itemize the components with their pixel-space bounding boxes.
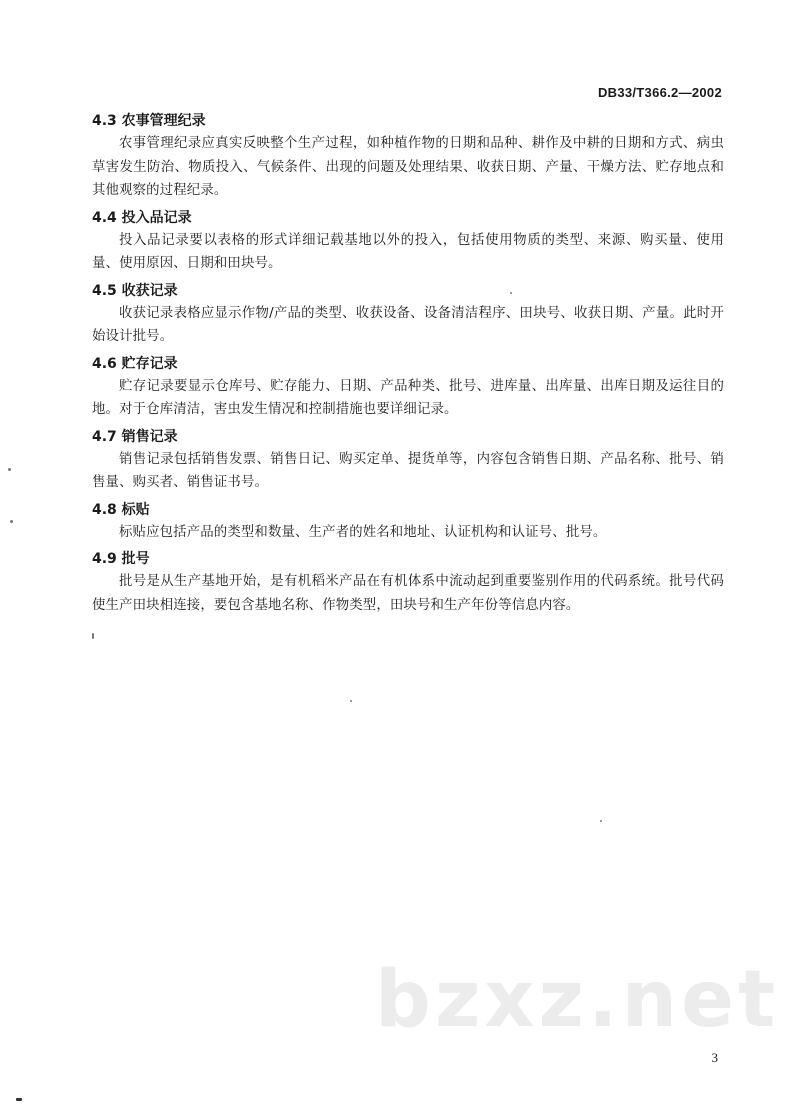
section-4-9 [92,548,724,617]
section-4-8 [92,499,724,545]
section-heading: 4.6 贮存记录 [92,355,178,372]
section-heading: 4.8 标贴 [92,501,150,518]
section-4-5 [92,280,724,349]
section-paragraph: 批号是从生产基地开始，是有机稻米产品在有机体系中流动起到重要鉴别作用的代码系统。批号代码使生产田块相连接，要包含基地名称、作物类型，田块号和生产年份等信息内容。 [92,574,724,613]
scan-speck [600,820,602,822]
section-heading: 4.7 销售记录 [92,428,178,445]
scan-speck [350,700,352,702]
section-paragraph: 销售记录包括销售发票、销售日记、购买定单、提货单等，内容包含销售日期、产品名称、批号、销售量、购买者、销售证书号。 [92,451,724,490]
watermark: bzxz.net [375,955,780,1045]
section-4-4 [92,207,724,276]
scan-speck [10,520,13,523]
standard-code: DB33/T366.2—2002 [597,85,722,100]
section-paragraph: 收获记录表格应显示作物/产品的类型、收获设备、设备清洁程序、田块号、收获日期、产量。此时开始设计批号。 [92,305,724,344]
scan-speck [8,468,11,471]
document-body [92,108,724,621]
section-4-3 [92,110,724,203]
section-heading: 4.4 投入品记录 [92,209,192,226]
page-number: 3 [711,1050,718,1065]
section-heading: 4.3 农事管理纪录 [92,113,206,129]
section-paragraph: 农事管理纪录应真实反映整个生产过程，如种植作物的日期和品种、耕作及中耕的日期和方式、病虫草害发生防治、物质投入、气候条件、出现的问题及处理结果、收获日期、产量、干燥方法、贮存地点和其他观察的过程纪录。 [92,136,724,198]
section-heading: 4.5 收获记录 [92,282,178,299]
scan-speck [92,633,94,639]
section-paragraph: 标贴应包括产品的类型和数量、生产者的姓名和地址、认证机构和认证号、批号。 [119,524,607,540]
section-4-6 [92,353,724,422]
section-paragraph: 投入品记录要以表格的形式详细记载基地以外的投入，包括使用物质的类型、来源、购买量、使用量、使用原因、日期和田块号。 [92,232,724,271]
section-4-7 [92,426,724,495]
section-heading: 4.9 批号 [92,551,150,567]
section-paragraph: 贮存记录要显示仓库号、贮存能力、日期、产品种类、批号、进库量、出库量、出库日期及运往目的地。对于仓库清洁，害虫发生情况和控制措施也要详细记录。 [92,378,724,417]
scan-speck [510,292,512,294]
scan-speck [16,1098,22,1101]
